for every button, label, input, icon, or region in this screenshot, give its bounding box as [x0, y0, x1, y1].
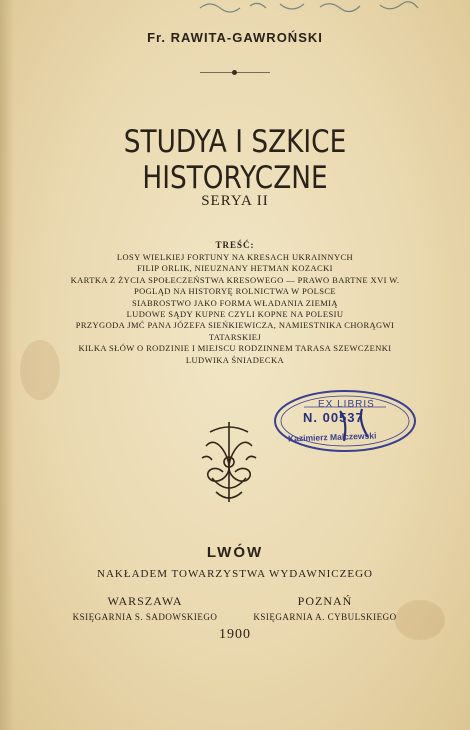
contents-item: TATARSKIEJ [208, 331, 262, 342]
contents-item: FILIP ORLIK, NIEUZNANY HETMAN KOZACKI [137, 263, 333, 274]
contents-item: KILKA SŁÓW O RODZINIE I MIEJSCU RODZINNEM TARASA SZEWCZENKI [78, 343, 392, 354]
stamp-ex-libris-text: EX LIBRIS [318, 399, 375, 410]
contents-item: POGLĄD NA HISTORYĘ ROLNICTWA W POLSCE [133, 286, 337, 297]
contents-heading: TREŚĆ: [215, 240, 255, 250]
contents-item: PRZYGODA JMĆ PANA JÓZEFA SIEŃKIEWICZA, NAMIESTNIKA CHORĄGWI [75, 320, 395, 331]
contents-item: KARTKA Z ŻYCIA SPOŁECZEŃSTWA KRESOWEGO — PRAWO BARTNE XVI W. [70, 274, 400, 285]
stamp-number: N. 00537 [303, 410, 364, 425]
series-label: SERYA II [201, 193, 269, 209]
author-name: Fr. RAWITA-GAWROŃSKI [147, 30, 323, 45]
contents-item: SIABROSTWO JAKO FORMA WŁADANIA ZIEMIĄ [132, 297, 338, 308]
handwritten-note-fragment [190, 0, 450, 14]
contents-item: LUDOWE SĄDY KUPNE CZYLI KOPNE NA POLESIU [126, 309, 344, 320]
stamp-owner: Kazimierz Malczewski [287, 430, 377, 444]
contents-item: LUDWIKA ŚNIADECKA [185, 354, 285, 365]
book-title: STUDYA I SZKICE HISTORYCZNE [123, 124, 347, 196]
imprint-right-city: POZNAŃ [297, 594, 353, 608]
imprint-left-column [50, 594, 240, 622]
divider-dot [232, 70, 237, 75]
imprint-left-city: WARSZAWA [107, 594, 183, 608]
publisher-monogram-ornament [198, 418, 260, 508]
imprint-right-shop: KSIĘGARNIA A. CYBULSKIEGO [253, 612, 397, 622]
imprint-publisher: NAKŁADEM TOWARZYSTWA WYDAWNICZEGO [97, 568, 373, 580]
imprint-city: LWÓW [206, 544, 264, 561]
imprint-left-shop: KSIĘGARNIA S. SADOWSKIEGO [72, 612, 218, 622]
contents-item: LOSY WIELKIEJ FORTUNY NA KRESACH UKRAINNYCH [116, 252, 354, 262]
contents-list [0, 252, 470, 366]
imprint-right-column [230, 594, 420, 622]
publication-year: 1900 [219, 627, 251, 642]
